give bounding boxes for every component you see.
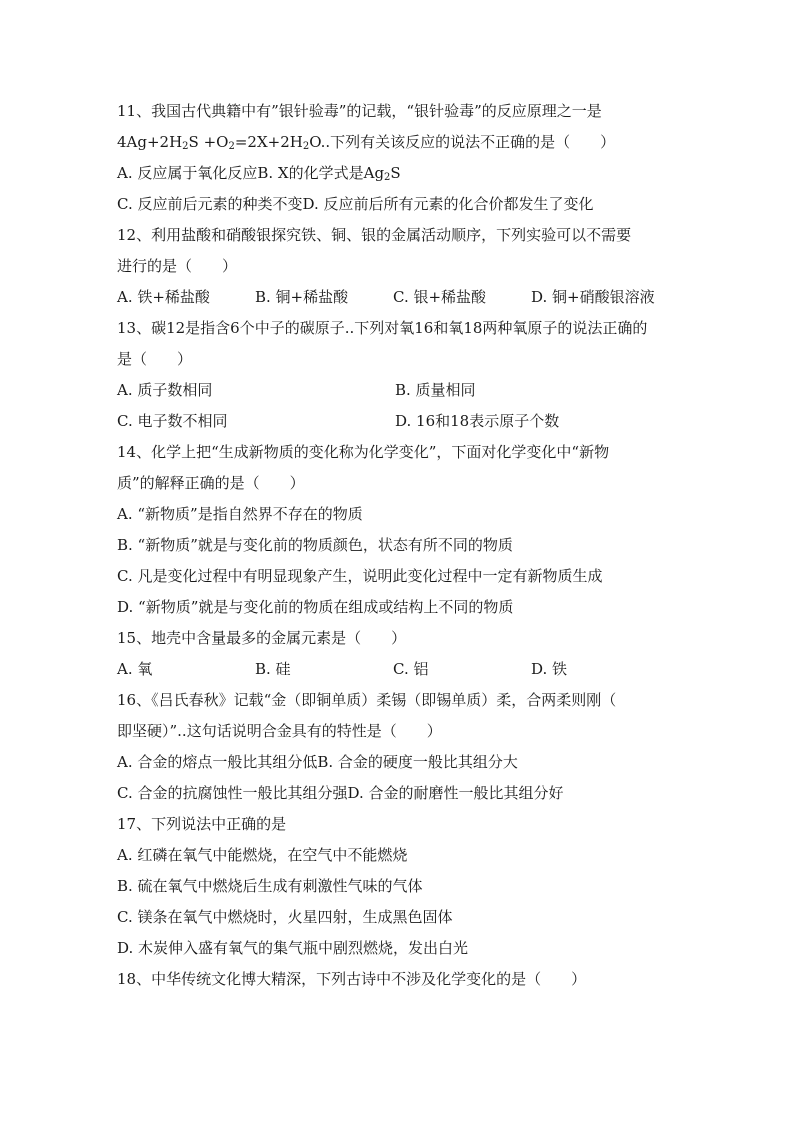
question-15-options bbox=[117, 654, 717, 685]
option-d: D. 16和18表示原子个数 bbox=[395, 412, 560, 430]
question-12-stem: 12、利用盐酸和硝酸银探究铁、铜、银的金属活动顺序，下列实验可以不需要 bbox=[117, 226, 632, 244]
question-11-equation: $4Ag+2H_2S +O_2=2X+2H_2O$..下列有关该反应的说法不正确的是（ ） bbox=[117, 133, 616, 152]
question-13-options-cd bbox=[117, 406, 717, 437]
exam-page bbox=[117, 96, 717, 995]
question-11-options-ab: A. 反应属于氧化反应B. X的化学式是$Ag_2S$ bbox=[117, 164, 401, 183]
option-c: C. 银+稀盐酸 bbox=[393, 288, 487, 306]
question-14-stem: 14、化学上把“生成新物质的变化称为化学变化”，下面对化学变化中“新物 bbox=[117, 443, 610, 461]
option-c: C. 电子数不相同 bbox=[117, 412, 228, 430]
question-13-stem-cont: 是（ ） bbox=[117, 350, 193, 368]
question-14-stem-cont: 质”的解释正确的是（ ） bbox=[117, 474, 305, 492]
option-a: A. 铁+稀盐酸 bbox=[117, 288, 210, 306]
question-12-options bbox=[117, 282, 717, 313]
question-16-options-cd: C. 合金的抗腐蚀性一般比其组分强D. 合金的耐磨性一般比其组分好 bbox=[117, 784, 564, 802]
question-12-stem-cont: 进行的是（ ） bbox=[117, 257, 238, 275]
question-15-stem: 15、地壳中含量最多的金属元素是（ ） bbox=[117, 629, 407, 647]
question-16-stem: 16、《吕氏春秋》记载“金（即铜单质）柔锡（即锡单质）柔，合两柔则刚（ bbox=[117, 691, 617, 709]
option-c: C. 镁条在氧气中燃烧时，火星四射，生成黑色固体 bbox=[117, 908, 453, 926]
question-16-stem-cont: 即坚硬）”..这句话说明合金具有的特性是（ ） bbox=[117, 722, 442, 740]
question-18-stem: 18、中华传统文化博大精深，下列古诗中不涉及化学变化的是（ ） bbox=[117, 970, 587, 988]
option-d: D. 木炭伸入盛有氧气的集气瓶中剧烈燃烧，发出白光 bbox=[117, 939, 469, 957]
question-16-options-ab: A. 合金的熔点一般比其组分低B. 合金的硬度一般比其组分大 bbox=[117, 753, 518, 771]
option-a: A. “新物质”是指自然界不存在的物质 bbox=[117, 505, 363, 523]
option-d: D. 铁 bbox=[531, 660, 568, 678]
option-c: C. 铝 bbox=[393, 660, 429, 678]
option-b: B. “新物质”就是与变化前的物质颜色，状态有所不同的物质 bbox=[117, 536, 513, 554]
option-a: A. 氧 bbox=[117, 660, 153, 678]
option-b: B. 硅 bbox=[255, 660, 291, 678]
option-a: A. 红磷在氧气中能燃烧，在空气中不能燃烧 bbox=[117, 846, 408, 864]
question-13-options-ab bbox=[117, 375, 717, 406]
option-d: D. “新物质”就是与变化前的物质在组成或结构上不同的物质 bbox=[117, 598, 514, 616]
question-17-stem: 17、下列说法中正确的是 bbox=[117, 815, 287, 833]
question-11-stem: 11、我国古代典籍中有”银针验毒”的记载，“银针验毒”的反应原理之一是 bbox=[117, 102, 602, 120]
question-13-stem: 13、碳12是指含6个中子的碳原子..下列对氧16和氧18两种氧原子的说法正确的 bbox=[117, 319, 648, 337]
option-a: A. 质子数相同 bbox=[117, 381, 213, 399]
option-b: B. 硫在氧气中燃烧后生成有刺激性气味的气体 bbox=[117, 877, 423, 895]
question-11-options-cd: C. 反应前后元素的种类不变D. 反应前后所有元素的化合价都发生了变化 bbox=[117, 195, 594, 213]
option-c: C. 凡是变化过程中有明显现象产生，说明此变化过程中一定有新物质生成 bbox=[117, 567, 603, 585]
option-b: B. 质量相同 bbox=[395, 381, 476, 399]
option-b: B. 铜+稀盐酸 bbox=[255, 288, 349, 306]
option-d: D. 铜+硝酸银溶液 bbox=[531, 288, 655, 306]
